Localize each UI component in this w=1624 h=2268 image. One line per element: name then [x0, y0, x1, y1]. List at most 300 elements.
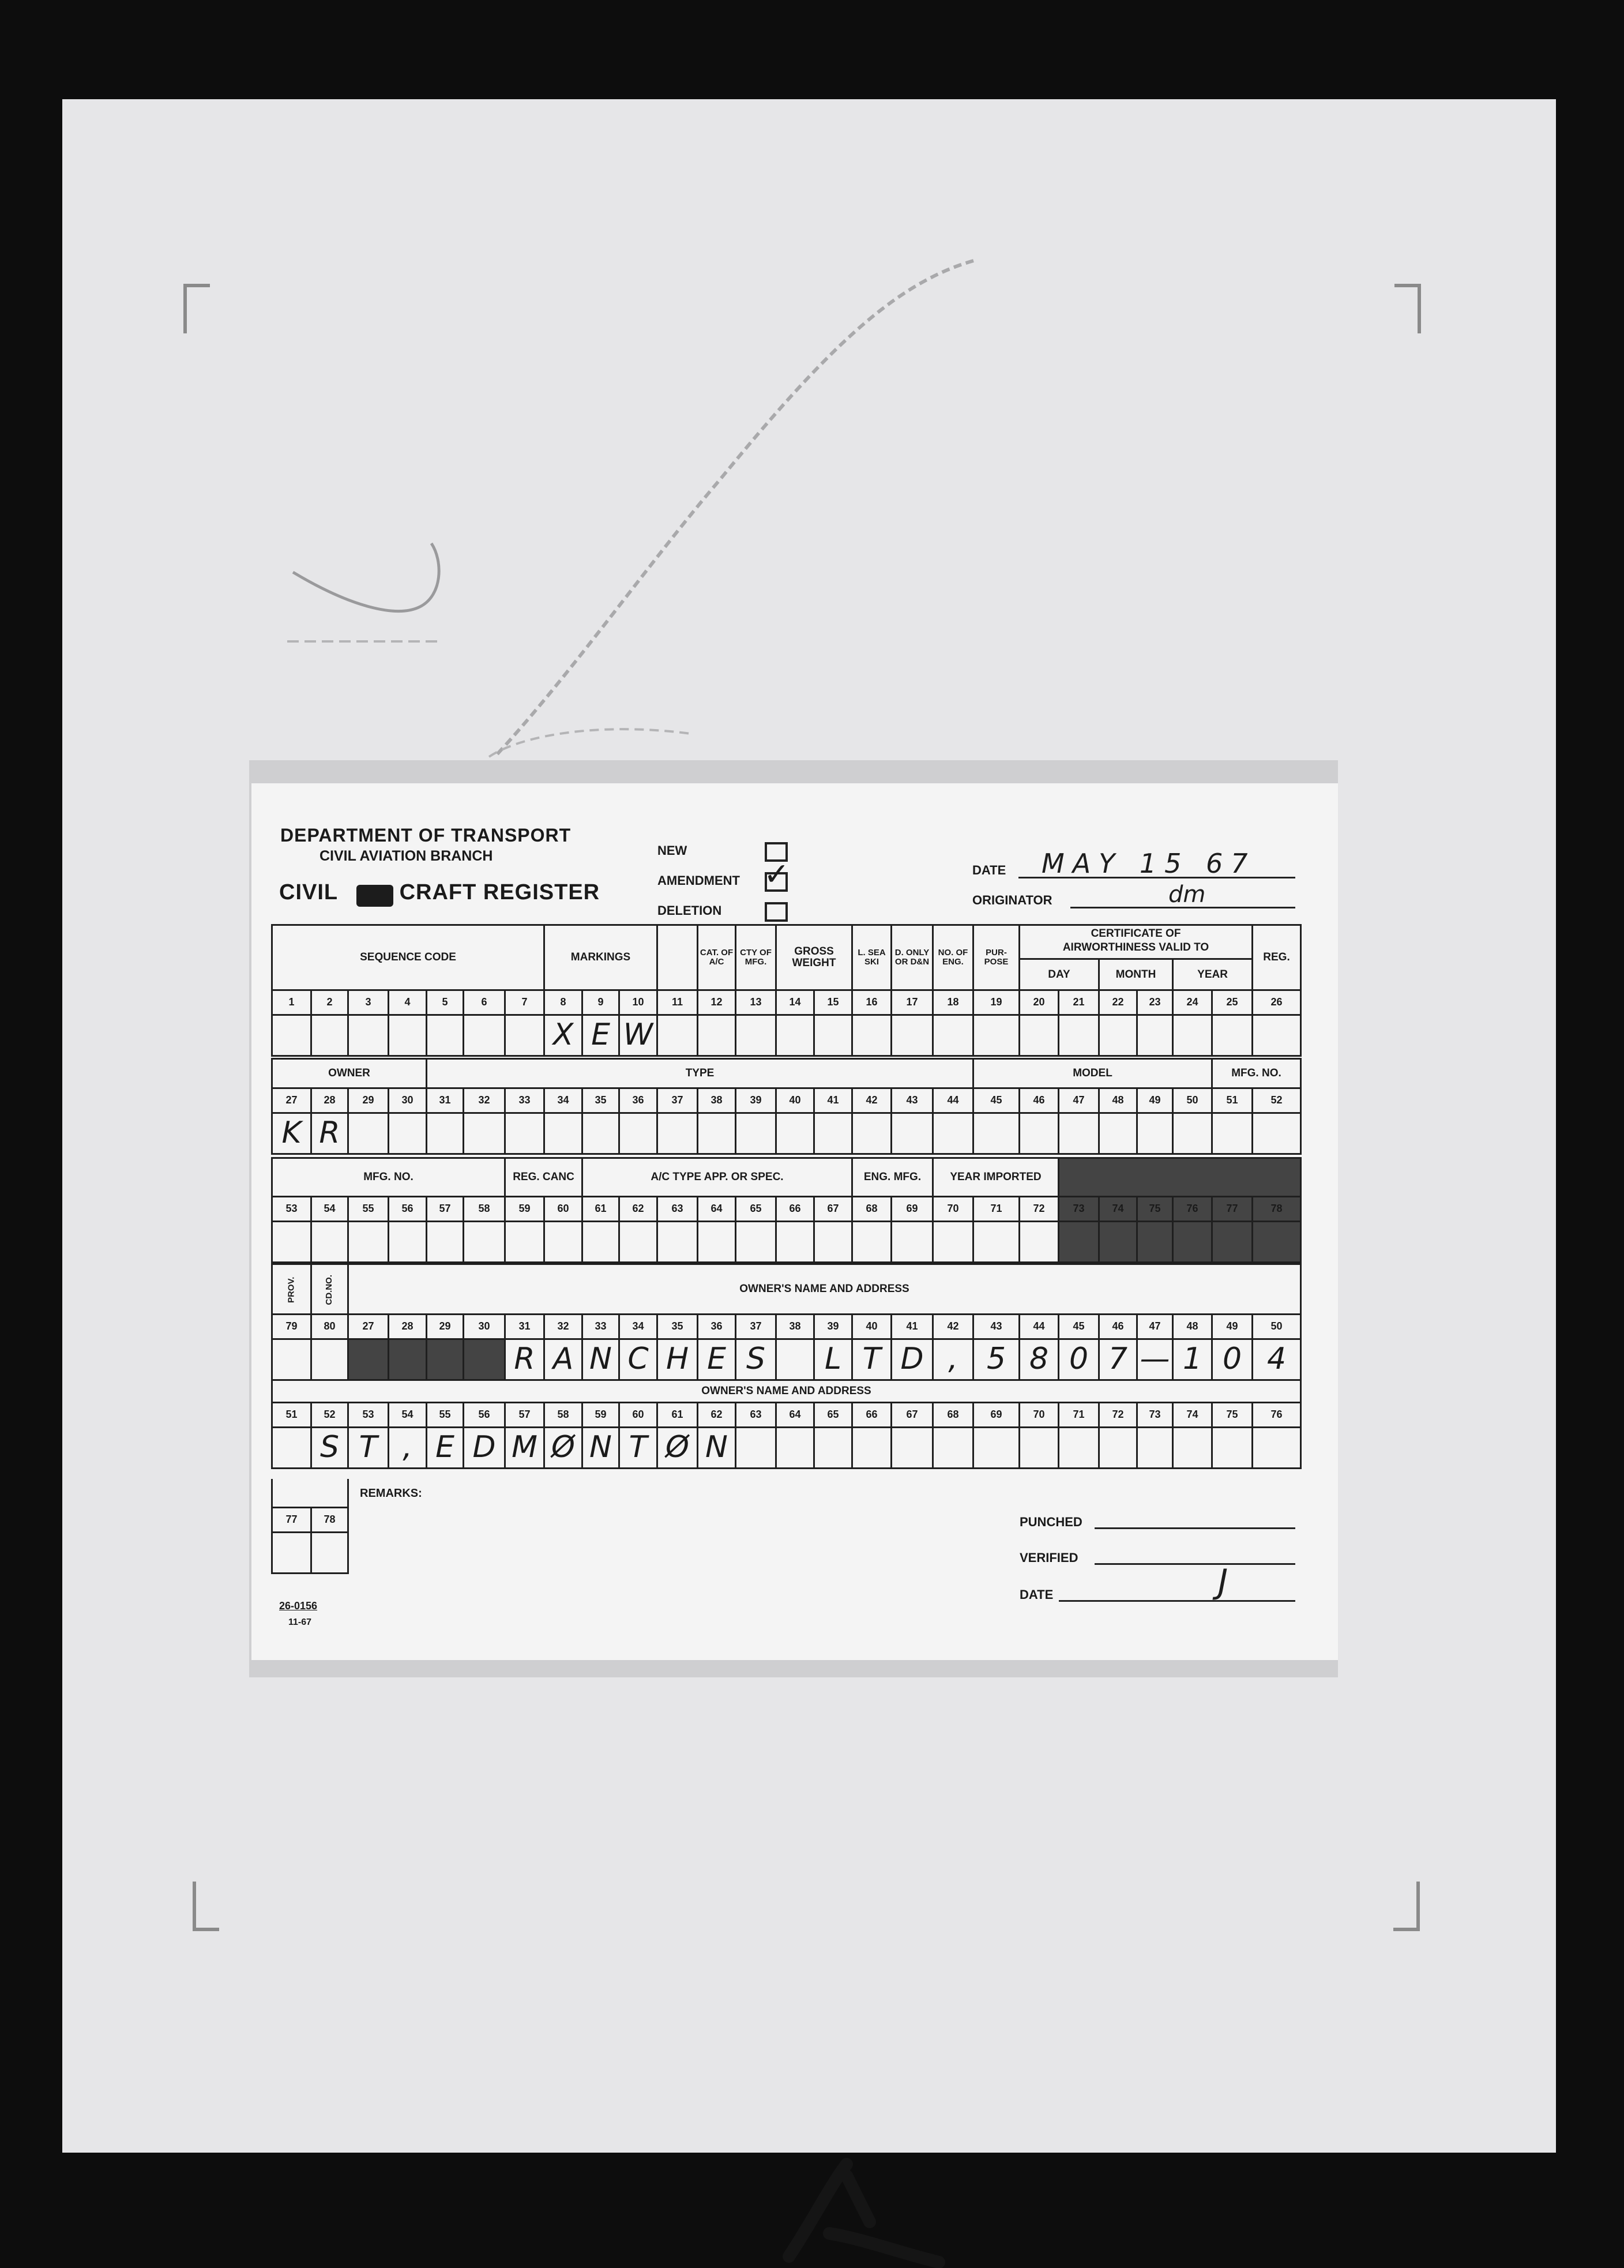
entry-cell[interactable]: [1059, 1015, 1099, 1056]
col-number: 27: [272, 1088, 311, 1113]
col-number: 6: [464, 990, 505, 1015]
entry-cell[interactable]: [933, 1113, 973, 1154]
entry-cell[interactable]: [1137, 1113, 1173, 1154]
entry-cell[interactable]: [544, 1113, 582, 1154]
entry-cell[interactable]: 0: [1212, 1339, 1253, 1380]
d-only-header: D. ONLY OR D&N: [892, 925, 933, 990]
col-number: 70: [933, 1197, 973, 1222]
entry-cell[interactable]: [1059, 1428, 1099, 1469]
remarks-block: [271, 1479, 349, 1574]
entry-cell[interactable]: [973, 1015, 1020, 1056]
reg-header: REG.: [1253, 925, 1301, 990]
col-number: 75: [1137, 1197, 1173, 1222]
entry-cell[interactable]: [1173, 1113, 1212, 1154]
col-number: 44: [933, 1088, 973, 1113]
col-number: 43: [973, 1315, 1020, 1339]
stamp-mark: [777, 2153, 950, 2268]
col-number: 37: [736, 1315, 776, 1339]
col-number: 11: [657, 990, 698, 1015]
airworthiness-line-2: AIRWORTHINESS VALID TO: [1062, 941, 1209, 953]
entry-cell[interactable]: [892, 1113, 933, 1154]
col-number: 29: [348, 1088, 389, 1113]
col-number: 23: [1137, 990, 1173, 1015]
month-header: MONTH: [1100, 960, 1174, 989]
cdno-label: CD.NO.: [324, 1274, 334, 1305]
entry-cell[interactable]: [698, 1113, 736, 1154]
col-number: 77: [272, 1508, 311, 1533]
entry-cell[interactable]: 0: [1059, 1339, 1099, 1380]
entry-cell[interactable]: [464, 1015, 505, 1056]
entry-cell[interactable]: T: [348, 1428, 389, 1469]
col-number: 10: [619, 990, 657, 1015]
sequence-code-header: SEQUENCE CODE: [272, 925, 544, 990]
col-number: 48: [1173, 1315, 1212, 1339]
mfg-no-header-2: MFG. NO.: [272, 1158, 505, 1197]
entry-cell[interactable]: T: [852, 1339, 892, 1380]
col-number: 28: [389, 1315, 427, 1339]
col-number: 62: [619, 1197, 657, 1222]
entry-cell[interactable]: ,: [933, 1339, 973, 1380]
crop-mark-bottom-right: [1393, 1882, 1420, 1931]
entry-cell[interactable]: [657, 1113, 698, 1154]
entry-cell[interactable]: E: [698, 1339, 736, 1380]
col-number: 71: [973, 1197, 1020, 1222]
col-number: 66: [852, 1403, 892, 1428]
entry-cell[interactable]: [505, 1113, 544, 1154]
entry-cell[interactable]: [1020, 1428, 1059, 1469]
col-number: 34: [544, 1088, 582, 1113]
col-number: 69: [892, 1197, 933, 1222]
grid-row-2: [271, 1058, 1302, 1155]
blank-header: [657, 925, 698, 990]
remarks-label: REMARKS:: [360, 1487, 422, 1500]
entry-cell[interactable]: Ø: [657, 1428, 698, 1469]
col-number: 49: [1212, 1315, 1253, 1339]
entry-cell[interactable]: [272, 1339, 311, 1380]
verified-line: [1095, 1563, 1295, 1565]
col-number: 49: [1137, 1088, 1173, 1113]
entry-cell[interactable]: E: [582, 1015, 619, 1056]
entry-cell[interactable]: 4: [1253, 1339, 1301, 1380]
department-title: DEPARTMENT OF TRANSPORT: [280, 825, 572, 846]
date-label: DATE: [972, 863, 1006, 877]
deletion-label: DELETION: [657, 903, 722, 918]
prov-label: PROV.: [286, 1276, 296, 1303]
entry-cell[interactable]: E: [427, 1428, 464, 1469]
no-of-eng-header: NO. OF ENG.: [933, 925, 973, 990]
entry-cell[interactable]: D: [892, 1339, 933, 1380]
entry-cell[interactable]: N: [698, 1428, 736, 1469]
entry-cell[interactable]: R: [505, 1339, 544, 1380]
col-number: 53: [348, 1403, 389, 1428]
entry-cell[interactable]: [505, 1222, 544, 1263]
entry-cell[interactable]: N: [582, 1339, 619, 1380]
entry-cell[interactable]: [736, 1222, 776, 1263]
entry-cell[interactable]: [619, 1113, 657, 1154]
col-number: 59: [505, 1197, 544, 1222]
col-number: 44: [1020, 1315, 1059, 1339]
verified-label: VERIFIED: [1020, 1550, 1078, 1565]
entry-cell[interactable]: [698, 1222, 736, 1263]
entry-cell[interactable]: N: [582, 1428, 619, 1469]
form-edition-date: 11-67: [288, 1617, 312, 1627]
form-number: 26-0156: [279, 1600, 318, 1612]
entry-cell[interactable]: [505, 1015, 544, 1056]
cat-of-ac-header: CAT. OF A/C: [698, 925, 736, 990]
entry-cell[interactable]: 8: [1020, 1339, 1059, 1380]
gross-weight-header: GROSS WEIGHT: [776, 925, 852, 990]
col-number: 33: [582, 1315, 619, 1339]
col-number: 38: [698, 1088, 736, 1113]
entry-cell[interactable]: [544, 1222, 582, 1263]
col-number: 27: [348, 1315, 389, 1339]
col-number: 54: [311, 1197, 348, 1222]
col-number: 14: [776, 990, 814, 1015]
col-number: 24: [1173, 990, 1212, 1015]
col-number: 78: [1253, 1197, 1301, 1222]
col-number: 79: [272, 1315, 311, 1339]
entry-cell[interactable]: [311, 1533, 348, 1574]
shaded-cell: [427, 1339, 464, 1380]
col-number: 16: [852, 990, 892, 1015]
entry-cell[interactable]: [852, 1015, 892, 1056]
crop-mark-top-right: [1394, 284, 1421, 333]
entry-cell[interactable]: [1137, 1428, 1173, 1469]
col-number: 53: [272, 1197, 311, 1222]
grid-row-3: [271, 1157, 1302, 1263]
col-number: 33: [505, 1088, 544, 1113]
entry-cell[interactable]: [1212, 1113, 1253, 1154]
entry-cell[interactable]: [1099, 1428, 1137, 1469]
processed-date-initial: J: [1218, 1562, 1228, 1601]
col-number: 45: [973, 1088, 1020, 1113]
entry-cell[interactable]: 7: [1099, 1339, 1137, 1380]
entry-cell[interactable]: [582, 1222, 619, 1263]
col-number: 55: [427, 1403, 464, 1428]
purpose-header: PUR- POSE: [973, 925, 1020, 990]
shaded-cell: [1137, 1222, 1173, 1263]
entry-cell[interactable]: [427, 1222, 464, 1263]
register-title: [279, 880, 600, 905]
col-number: 68: [852, 1197, 892, 1222]
col-number: 20: [1020, 990, 1059, 1015]
col-number: 51: [272, 1403, 311, 1428]
entry-cell[interactable]: [619, 1222, 657, 1263]
entry-cell[interactable]: [311, 1222, 348, 1263]
col-number: 31: [505, 1315, 544, 1339]
cty-of-mfg-header: CTY OF MFG.: [736, 925, 776, 990]
col-number: 70: [1020, 1403, 1059, 1428]
col-number: 39: [736, 1088, 776, 1113]
originator-value: dm: [1168, 881, 1206, 908]
col-number: 74: [1173, 1403, 1212, 1428]
grid-row-5: [271, 1381, 1302, 1469]
shaded-cell: [1253, 1222, 1301, 1263]
col-number: 55: [348, 1197, 389, 1222]
col-number: 12: [698, 990, 736, 1015]
new-label: NEW: [657, 843, 687, 858]
entry-cell[interactable]: [973, 1428, 1020, 1469]
col-number: 61: [657, 1403, 698, 1428]
year-header: YEAR: [1197, 968, 1228, 981]
deletion-checkbox[interactable]: [765, 902, 788, 922]
cdno-header: [311, 1264, 348, 1315]
entry-cell[interactable]: [427, 1113, 464, 1154]
shaded-cell: [1099, 1222, 1137, 1263]
col-number: 36: [619, 1088, 657, 1113]
entry-cell[interactable]: [1099, 1015, 1137, 1056]
col-number: 41: [814, 1088, 852, 1113]
aircraft-register-card: [251, 783, 1338, 1660]
entry-cell[interactable]: [852, 1113, 892, 1154]
entry-cell[interactable]: [973, 1222, 1020, 1263]
entry-cell[interactable]: [933, 1222, 973, 1263]
entry-cell[interactable]: [814, 1222, 852, 1263]
originator-label: ORIGINATOR: [972, 893, 1052, 907]
col-number: 28: [311, 1088, 348, 1113]
entry-cell[interactable]: [389, 1113, 427, 1154]
entry-cell[interactable]: [1020, 1015, 1059, 1056]
entry-cell[interactable]: [1212, 1015, 1253, 1056]
col-number: 52: [311, 1403, 348, 1428]
col-number: 31: [427, 1088, 464, 1113]
register-title-left: CIVIL: [279, 880, 338, 904]
entry-cell[interactable]: [776, 1222, 814, 1263]
col-number: 4: [389, 990, 427, 1015]
col-number: 56: [464, 1403, 505, 1428]
col-number: 42: [933, 1315, 973, 1339]
col-number: 60: [619, 1403, 657, 1428]
col-number: 32: [544, 1315, 582, 1339]
col-number: 57: [505, 1403, 544, 1428]
col-number: 45: [1059, 1315, 1099, 1339]
entry-cell[interactable]: [736, 1113, 776, 1154]
l-sea-ski-header: L. SEA SKI: [852, 925, 892, 990]
airworthiness-header: [1020, 925, 1253, 990]
year-imported-header: YEAR IMPORTED: [933, 1158, 1059, 1197]
col-number: 22: [1099, 990, 1137, 1015]
entry-cell[interactable]: [736, 1428, 776, 1469]
col-number: 64: [776, 1403, 814, 1428]
entry-cell[interactable]: [736, 1015, 776, 1056]
entry-cell[interactable]: [1137, 1015, 1173, 1056]
entry-cell[interactable]: [582, 1113, 619, 1154]
col-number: 21: [1059, 990, 1099, 1015]
entry-cell[interactable]: [892, 1222, 933, 1263]
col-number: 26: [1253, 990, 1301, 1015]
entry-cell[interactable]: [348, 1222, 389, 1263]
entry-cell[interactable]: X: [544, 1015, 582, 1056]
entry-cell[interactable]: [272, 1428, 311, 1469]
amendment-label: AMENDMENT: [657, 873, 740, 888]
col-number: 17: [892, 990, 933, 1015]
entry-cell[interactable]: H: [657, 1339, 698, 1380]
entry-cell[interactable]: [272, 1533, 311, 1574]
entry-cell[interactable]: D: [464, 1428, 505, 1469]
col-number: 76: [1253, 1403, 1301, 1428]
col-number: 64: [698, 1197, 736, 1222]
entry-cell[interactable]: [1173, 1015, 1212, 1056]
col-number: 62: [698, 1403, 736, 1428]
col-number: 5: [427, 990, 464, 1015]
col-number: 69: [973, 1403, 1020, 1428]
col-number: 37: [657, 1088, 698, 1113]
col-number: 61: [582, 1197, 619, 1222]
col-number: 65: [814, 1403, 852, 1428]
entry-cell[interactable]: [311, 1015, 348, 1056]
entry-cell[interactable]: W: [619, 1015, 657, 1056]
entry-cell[interactable]: A: [544, 1339, 582, 1380]
shaded-cell: [1059, 1222, 1099, 1263]
entry-cell[interactable]: S: [736, 1339, 776, 1380]
col-number: 40: [776, 1088, 814, 1113]
entry-cell[interactable]: [1173, 1428, 1212, 1469]
col-number: 46: [1020, 1088, 1059, 1113]
entry-cell[interactable]: [272, 1222, 311, 1263]
entry-cell[interactable]: [311, 1339, 348, 1380]
register-title-right: CRAFT REGISTER: [399, 880, 600, 904]
col-number: 58: [464, 1197, 505, 1222]
col-number: 51: [1212, 1088, 1253, 1113]
entry-cell[interactable]: Ø: [544, 1428, 582, 1469]
entry-cell[interactable]: [698, 1015, 736, 1056]
markings-header: MARKINGS: [544, 925, 657, 990]
entry-cell[interactable]: [389, 1222, 427, 1263]
shaded-block: [1059, 1158, 1301, 1197]
entry-cell[interactable]: [427, 1015, 464, 1056]
col-number: 36: [698, 1315, 736, 1339]
entry-cell[interactable]: [348, 1113, 389, 1154]
entry-cell[interactable]: 5: [973, 1339, 1020, 1380]
crop-mark-bottom-left: [193, 1882, 219, 1931]
owner-name-header-2: OWNER'S NAME AND ADDRESS: [272, 1381, 1301, 1403]
entry-cell[interactable]: [657, 1015, 698, 1056]
remarks-spacer: [272, 1479, 348, 1508]
col-number: 15: [814, 990, 852, 1015]
col-number: 40: [852, 1315, 892, 1339]
col-number: 35: [657, 1315, 698, 1339]
entry-cell[interactable]: [776, 1339, 814, 1380]
entry-cell[interactable]: 1: [1173, 1339, 1212, 1380]
col-number: 80: [311, 1315, 348, 1339]
entry-cell[interactable]: [1020, 1113, 1059, 1154]
col-number: 63: [657, 1197, 698, 1222]
entry-cell[interactable]: [657, 1222, 698, 1263]
col-number: 66: [776, 1197, 814, 1222]
entry-cell[interactable]: [1253, 1113, 1301, 1154]
entry-cell[interactable]: [973, 1113, 1020, 1154]
entry-cell[interactable]: [814, 1015, 852, 1056]
col-number: 67: [814, 1197, 852, 1222]
entry-cell[interactable]: [776, 1428, 814, 1469]
entry-cell[interactable]: [814, 1428, 852, 1469]
day-header: DAY: [1020, 960, 1100, 989]
entry-cell[interactable]: [348, 1015, 389, 1056]
grid-row-4: [271, 1263, 1302, 1381]
col-number: 18: [933, 990, 973, 1015]
redaction-blot: [356, 885, 393, 907]
col-number: 63: [736, 1403, 776, 1428]
col-number: 43: [892, 1088, 933, 1113]
col-number: 25: [1212, 990, 1253, 1015]
col-number: 78: [311, 1508, 348, 1533]
col-number: 65: [736, 1197, 776, 1222]
col-number: 19: [973, 990, 1020, 1015]
col-number: 32: [464, 1088, 505, 1113]
entry-cell[interactable]: M: [505, 1428, 544, 1469]
col-number: 59: [582, 1403, 619, 1428]
entry-cell[interactable]: T: [619, 1428, 657, 1469]
col-number: 7: [505, 990, 544, 1015]
entry-cell[interactable]: [933, 1428, 973, 1469]
entry-cell[interactable]: [892, 1428, 933, 1469]
entry-cell[interactable]: [1253, 1015, 1301, 1056]
entry-cell[interactable]: [1020, 1222, 1059, 1263]
branch-title: CIVIL AVIATION BRANCH: [319, 848, 493, 864]
entry-cell[interactable]: [933, 1015, 973, 1056]
entry-cell[interactable]: [892, 1015, 933, 1056]
entry-cell[interactable]: [464, 1222, 505, 1263]
punched-line: [1095, 1527, 1295, 1529]
entry-cell[interactable]: ,: [389, 1428, 427, 1469]
entry-cell[interactable]: [776, 1015, 814, 1056]
col-number: 67: [892, 1403, 933, 1428]
entry-cell[interactable]: C: [619, 1339, 657, 1380]
col-number: 41: [892, 1315, 933, 1339]
col-number: 54: [389, 1403, 427, 1428]
col-number: 30: [389, 1088, 427, 1113]
shaded-cell: [348, 1339, 389, 1380]
entry-cell[interactable]: —: [1137, 1339, 1173, 1380]
col-number: 1: [272, 990, 311, 1015]
entry-cell[interactable]: R: [311, 1113, 348, 1154]
col-number: 76: [1173, 1197, 1212, 1222]
entry-cell[interactable]: [389, 1015, 427, 1056]
col-number: 8: [544, 990, 582, 1015]
entry-cell[interactable]: [1059, 1113, 1099, 1154]
entry-cell[interactable]: [852, 1222, 892, 1263]
col-number: 52: [1253, 1088, 1301, 1113]
processed-date-label: DATE: [1020, 1587, 1054, 1602]
type-header: TYPE: [427, 1059, 973, 1088]
entry-cell[interactable]: [1099, 1113, 1137, 1154]
owner-name-header-1: OWNER'S NAME AND ADDRESS: [348, 1264, 1301, 1315]
entry-cell[interactable]: S: [311, 1428, 348, 1469]
col-number: 34: [619, 1315, 657, 1339]
shaded-cell: [1212, 1222, 1253, 1263]
model-header: MODEL: [973, 1059, 1212, 1088]
entry-cell[interactable]: L: [814, 1339, 852, 1380]
col-number: 3: [348, 990, 389, 1015]
col-number: 2: [311, 990, 348, 1015]
entry-cell[interactable]: [852, 1428, 892, 1469]
col-number: 9: [582, 990, 619, 1015]
col-number: 72: [1099, 1403, 1137, 1428]
entry-cell[interactable]: K: [272, 1113, 311, 1154]
col-number: 71: [1059, 1403, 1099, 1428]
entry-cell[interactable]: [1253, 1428, 1301, 1469]
col-number: 60: [544, 1197, 582, 1222]
entry-cell[interactable]: [814, 1113, 852, 1154]
entry-cell[interactable]: [1212, 1428, 1253, 1469]
col-number: 30: [464, 1315, 505, 1339]
entry-cell[interactable]: [776, 1113, 814, 1154]
entry-cell[interactable]: [272, 1015, 311, 1056]
ac-type-header: A/C TYPE APP. OR SPEC.: [582, 1158, 852, 1197]
entry-cell[interactable]: [464, 1113, 505, 1154]
date-value: MAY 15 67: [1042, 848, 1256, 879]
col-number: 13: [736, 990, 776, 1015]
